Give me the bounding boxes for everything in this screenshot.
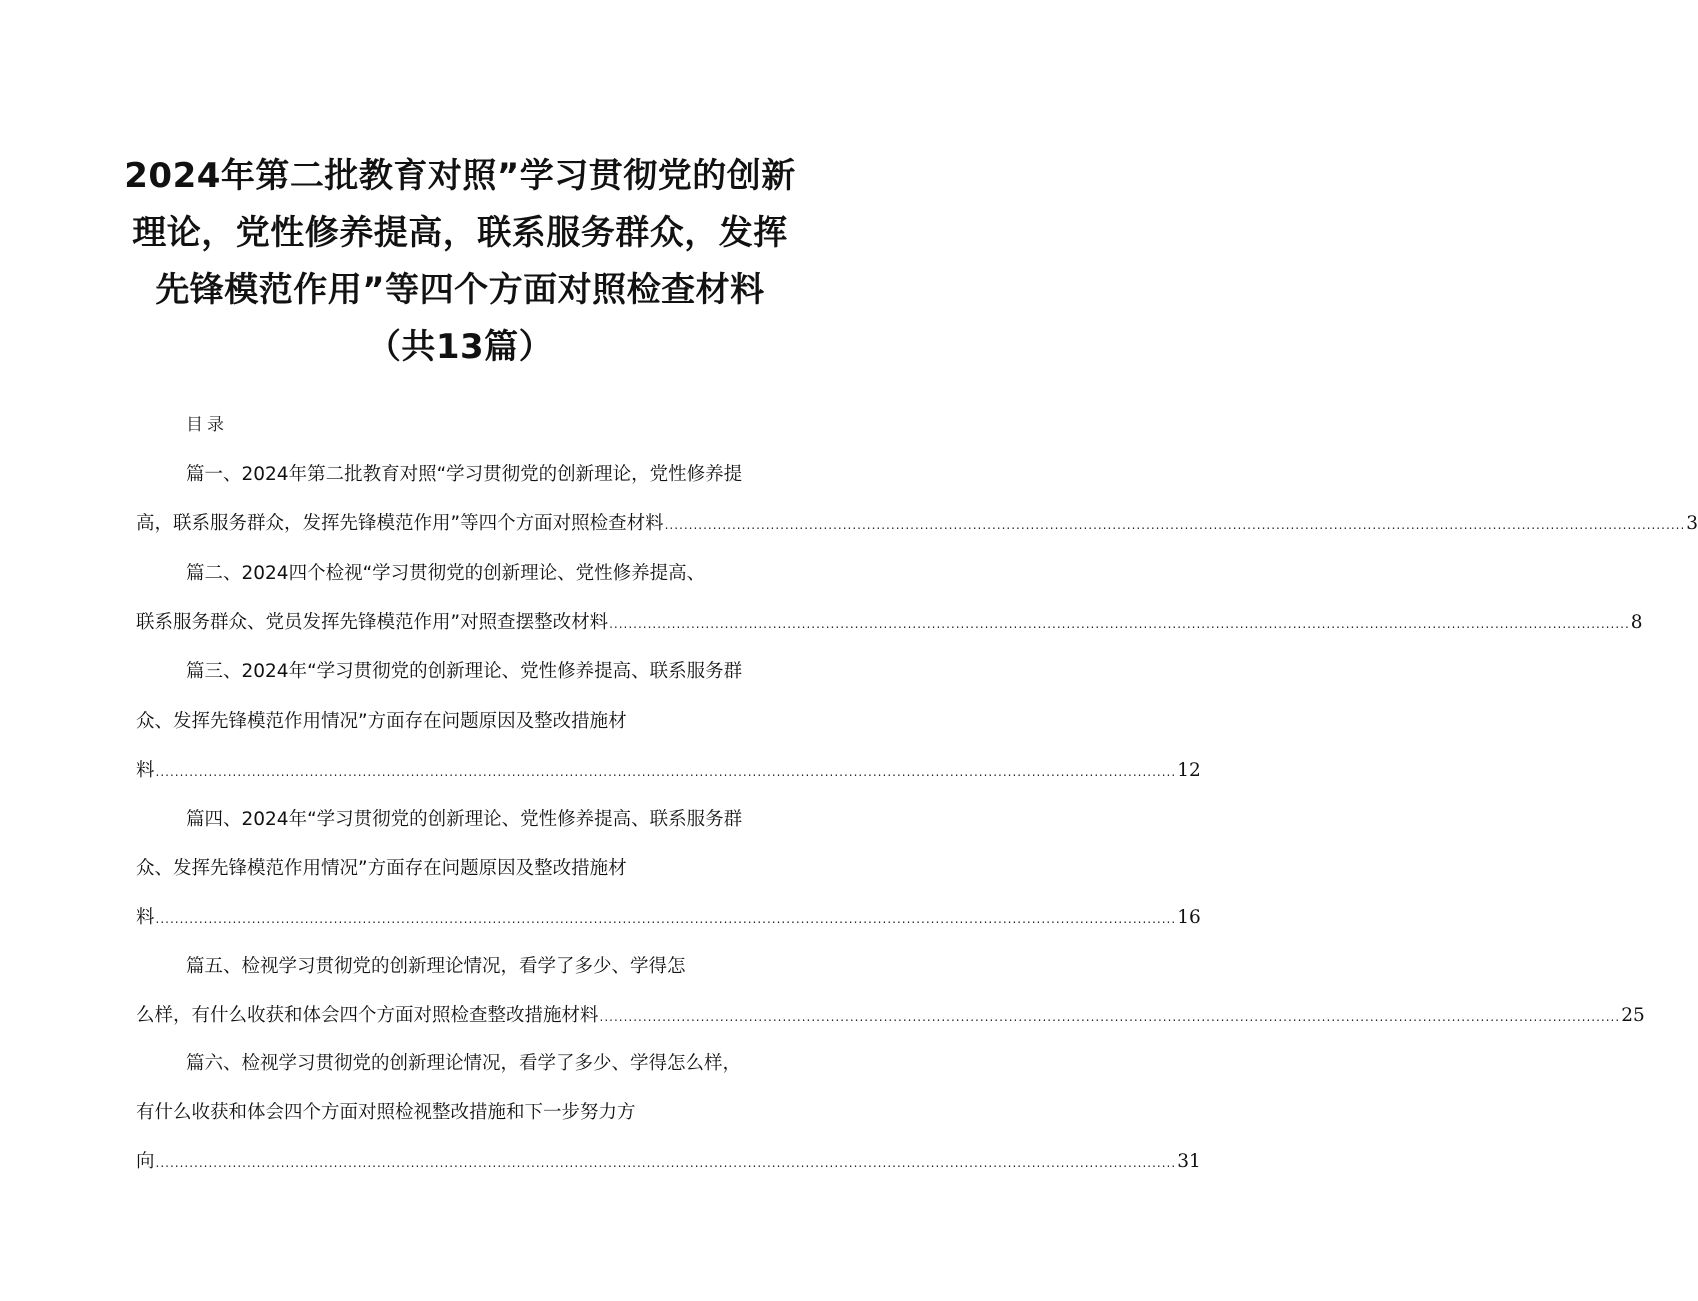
toc-entry-4-leader[interactable] [136,906,1201,931]
toc-entry-4-line-2[interactable]: 众、发挥先锋模范作用情况”方面存在问题原因及整改措施材 [136,858,627,879]
title-line-2: 理论，党性修养提高，联系服务群众，发挥 [132,213,788,253]
toc-entry-5-leader[interactable] [136,1004,1645,1029]
toc-entry-5-line-1[interactable]: 篇五、检视学习贯彻党的创新理论情况，看学了多少、学得怎 [186,956,686,977]
toc-leader-dots: .................................................................................................................................................................................................................... [155,1156,1177,1170]
toc-entry-1-leader[interactable] [136,512,1698,537]
title-line-1: 2024年第二批教育对照”学习贯彻党的创新 [124,156,796,196]
toc-leader-dots: .................................................................................................................................................................................................................... [609,617,1630,631]
title-line-3: 先锋模范作用”等四个方面对照检查材料 [155,270,765,310]
toc-leader-dots: .................................................................................................................................................................................................................... [664,518,1686,532]
toc-entry-1-line-1[interactable]: 篇一、2024年第二批教育对照“学习贯彻党的创新理论，党性修养提 [186,464,743,485]
toc-entry-1-page: 3 [1686,513,1698,534]
toc-entry-2-leader[interactable] [136,611,1643,636]
toc-entry-5-page: 25 [1621,1005,1645,1026]
toc-heading: 目录 [186,415,228,435]
toc-entry-3-line-1[interactable]: 篇三、2024年“学习贯彻党的创新理论、党性修养提高、联系服务群 [186,661,743,682]
toc-entry-5-line-2: 么样，有什么收获和体会四个方面对照检查整改措施材料 [136,1005,599,1026]
toc-entry-4-line-1[interactable]: 篇四、2024年“学习贯彻党的创新理论、党性修养提高、联系服务群 [186,809,743,830]
toc-entry-6-line-2[interactable]: 有什么收获和体会四个方面对照检视整改措施和下一步努力方 [136,1102,636,1123]
toc-entry-6-leader[interactable] [136,1150,1201,1175]
toc-entry-3-line-2[interactable]: 众、发挥先锋模范作用情况”方面存在问题原因及整改措施材 [136,711,627,732]
toc-entry-2-line-2: 联系服务群众、党员发挥先锋模范作用”对照查摆整改材料 [136,612,609,633]
toc-entry-1-line-2: 高，联系服务群众，发挥先锋模范作用”等四个方面对照检查材料 [136,513,664,534]
toc-leader-dots: .................................................................................................................................................................................................................... [155,912,1177,926]
toc-entry-6-page: 31 [1177,1151,1201,1172]
document-title [120,148,800,376]
toc-entry-3-page: 12 [1177,760,1201,781]
toc-entry-6-line-3: 向 [136,1151,155,1172]
toc-entry-2-page: 8 [1630,612,1643,633]
toc-entry-4-line-3: 料 [136,907,155,928]
toc-entry-6-line-1[interactable]: 篇六、检视学习贯彻党的创新理论情况，看学了多少、学得怎么样， [186,1053,742,1074]
toc-leader-dots: .................................................................................................................................................................................................................... [155,765,1177,779]
toc-entry-2-line-1[interactable]: 篇二、2024四个检视“学习贯彻党的创新理论、党性修养提高、 [186,563,706,584]
toc-entry-4-page: 16 [1177,907,1201,928]
toc-leader-dots: .................................................................................................................................................................................................................... [599,1010,1621,1024]
toc-entry-3-leader[interactable] [136,759,1201,784]
toc-entry-3-line-3: 料 [136,760,155,781]
title-line-4: （共13篇） [366,327,554,367]
